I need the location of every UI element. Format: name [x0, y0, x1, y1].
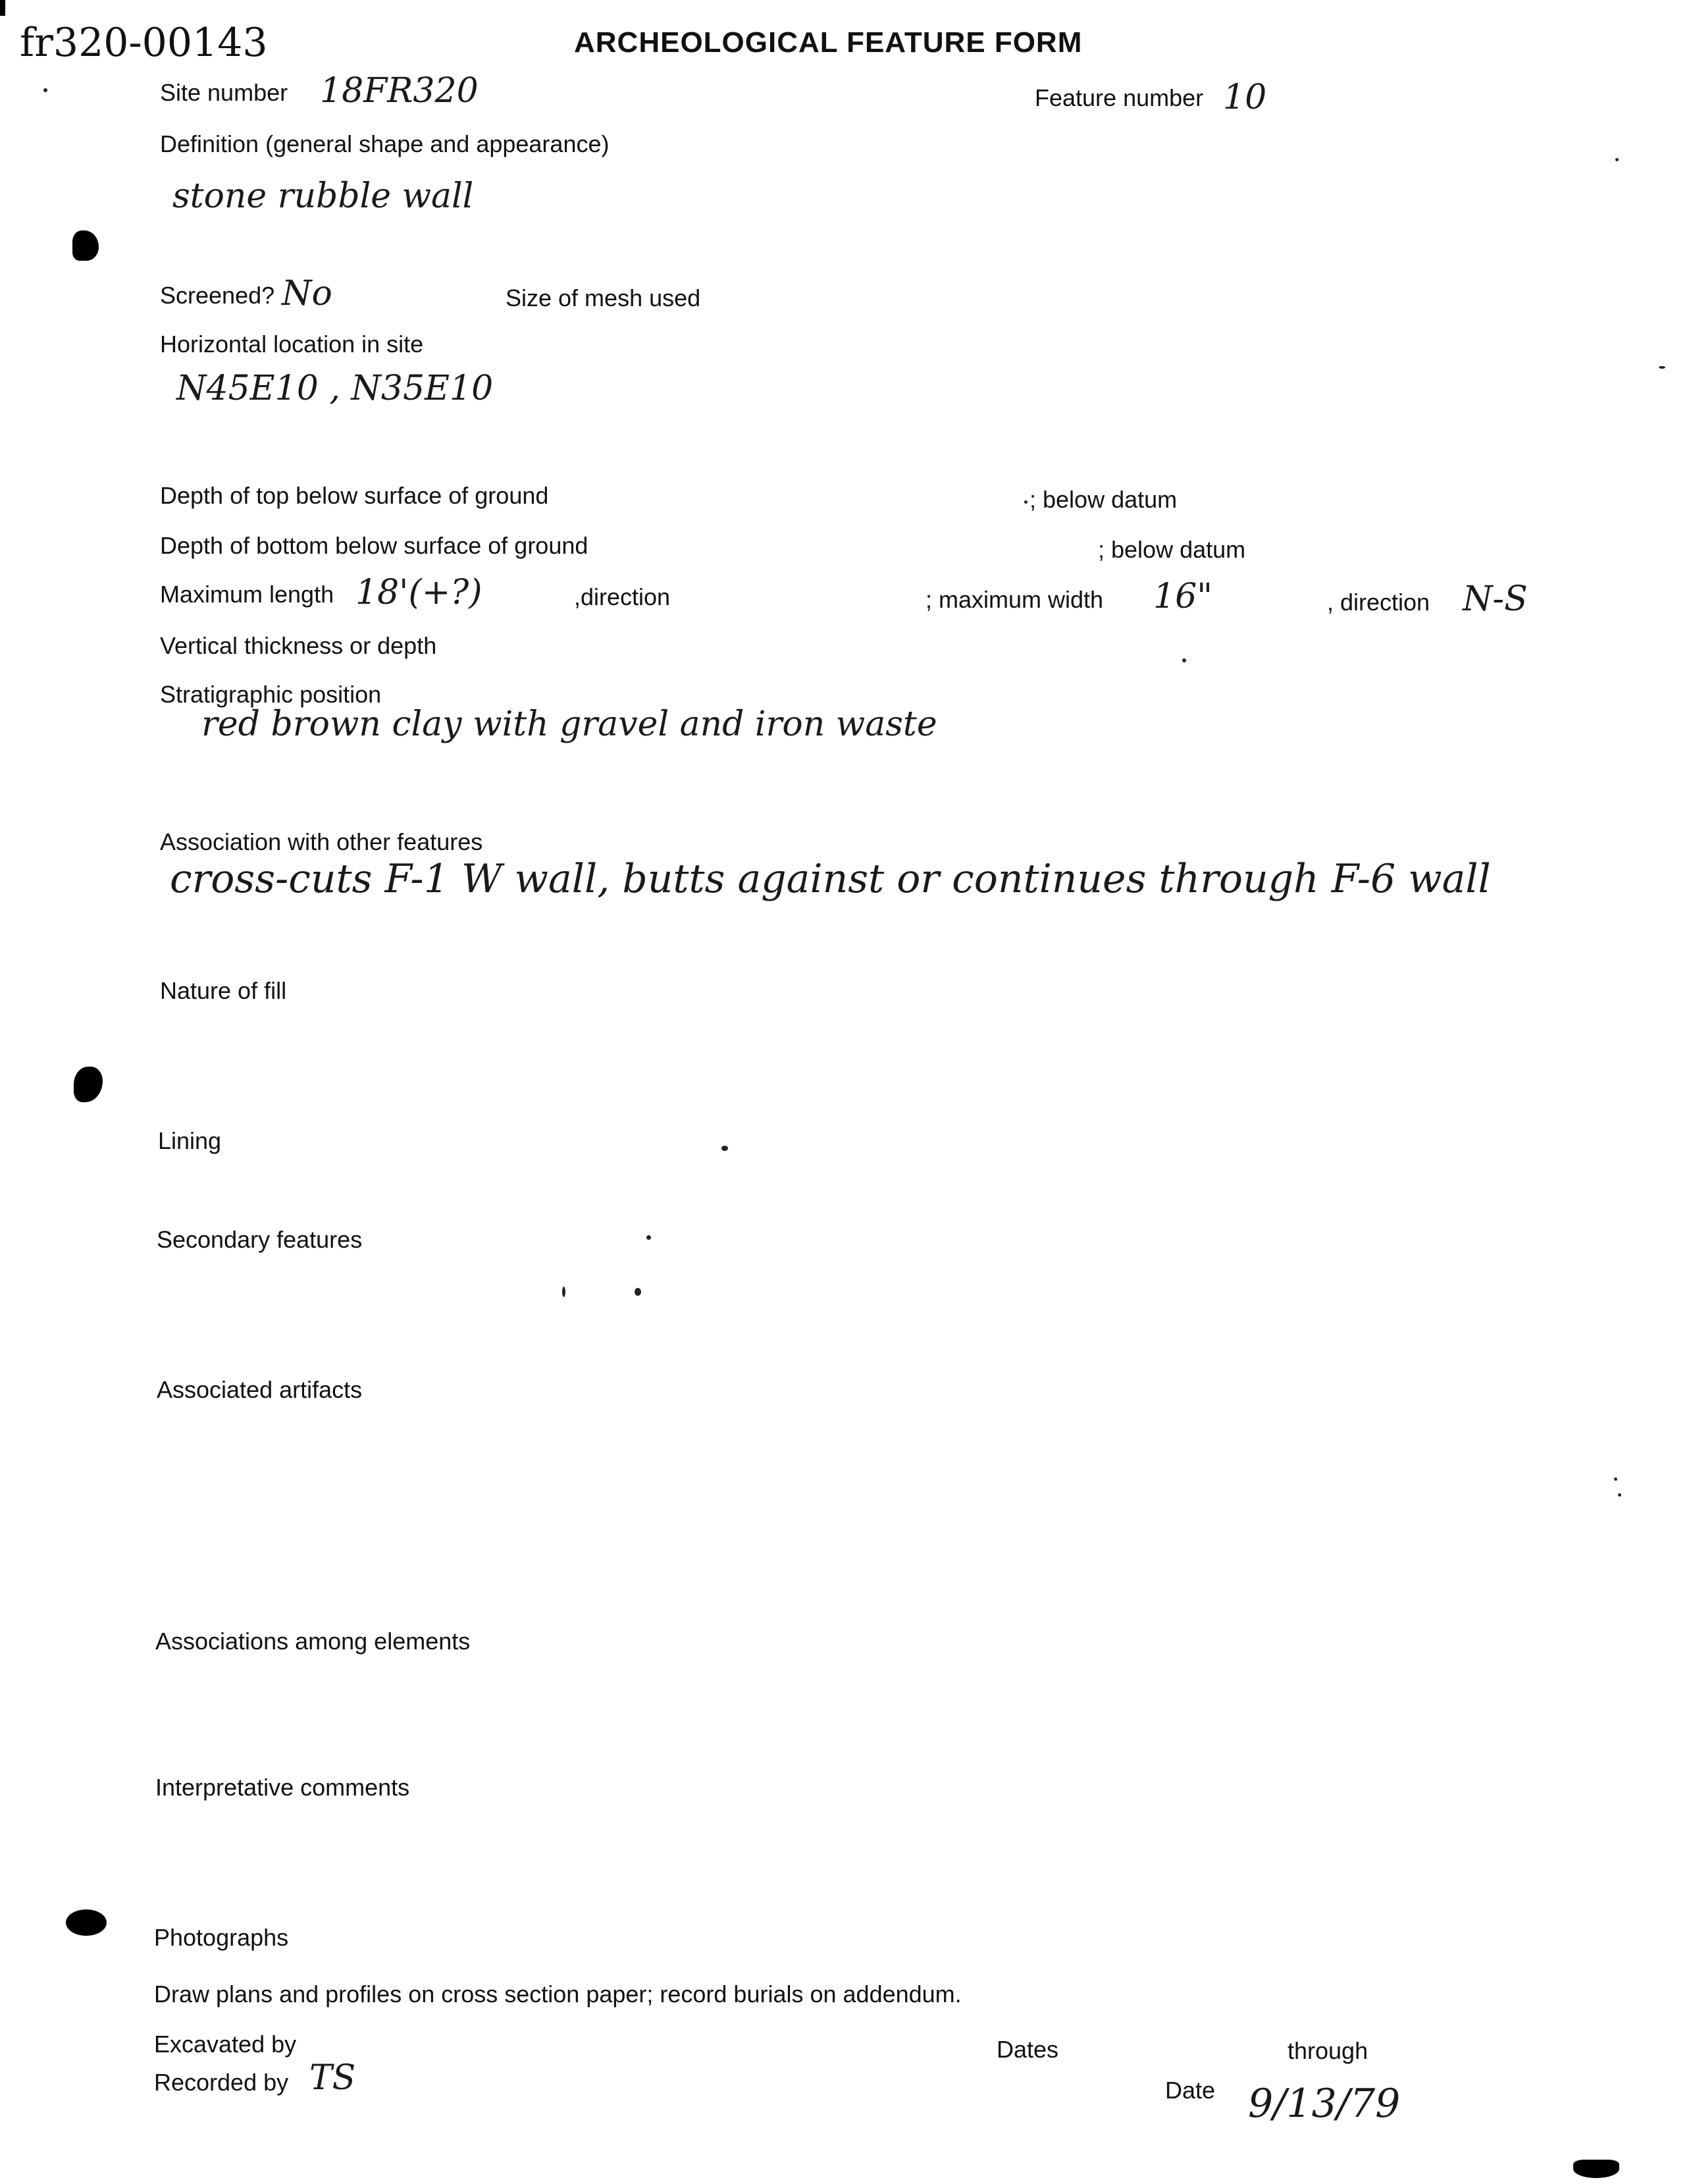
excavated-by-label: Excavated by [154, 2031, 297, 2058]
depth-bottom-datum-label: ; below datum [1098, 536, 1246, 563]
definition-value: stone rubble wall [172, 176, 474, 216]
site-number-label: Site number [160, 79, 288, 106]
scan-speck [562, 1287, 565, 1297]
horizontal-location-value: N45E10 , N35E10 [176, 369, 494, 408]
max-length-label: Maximum length [160, 581, 334, 608]
feature-number-label: Feature number [1035, 84, 1204, 111]
screened-label: Screened? [160, 282, 275, 309]
depth-bottom-label: Depth of bottom below surface of ground [160, 532, 588, 559]
recorded-by-value: TS [309, 2058, 356, 2098]
scan-speck [43, 88, 47, 92]
site-number-value: 18FR320 [320, 71, 479, 111]
instructions-text: Draw plans and profiles on cross section paper; record burials on addendum. [154, 1981, 962, 2008]
dates-label: Dates [997, 2036, 1059, 2063]
max-length-value: 18'(+?) [355, 573, 482, 612]
scan-speck [1182, 658, 1186, 662]
fill-label: Nature of fill [160, 977, 287, 1004]
max-width-direction-label: , direction [1327, 589, 1430, 616]
interpretative-comments-label: Interpretative comments [155, 1774, 410, 1801]
scan-blot [74, 1067, 103, 1102]
max-width-value: 16" [1153, 577, 1213, 616]
scan-edge-mark [0, 0, 5, 16]
recorded-by-label: Recorded by [154, 2069, 289, 2096]
stratigraphic-value: red brown clay with gravel and iron waste [201, 705, 937, 744]
max-width-label: ; maximum width [925, 586, 1104, 613]
scan-blot [66, 1909, 107, 1936]
scan-speck [1024, 500, 1028, 504]
feature-number-value: 10 [1223, 78, 1267, 117]
max-length-direction-label: ,direction [574, 583, 671, 610]
definition-label: Definition (general shape and appearance) [160, 130, 610, 157]
associations-elements-label: Associations among elements [155, 1628, 471, 1655]
date-value: 9/13/79 [1248, 2081, 1401, 2127]
depth-top-label: Depth of top below surface of ground [160, 482, 549, 509]
screened-value: No [282, 274, 332, 313]
scan-speck [646, 1235, 651, 1240]
scan-speck [1618, 1493, 1621, 1497]
form-title: ARCHEOLOGICAL FEATURE FORM [574, 26, 1083, 59]
max-width-direction-value: N-S [1463, 579, 1528, 619]
document-id-handwritten: fr320-00143 [20, 20, 268, 66]
vertical-thickness-label: Vertical thickness or depth [160, 632, 437, 659]
secondary-features-label: Secondary features [157, 1226, 363, 1253]
horizontal-location-label: Horizontal location in site [160, 331, 424, 358]
photographs-label: Photographs [154, 1924, 289, 1951]
scan-speck [721, 1146, 728, 1151]
depth-top-datum-label: ; below datum [1029, 486, 1178, 513]
association-value: cross-cuts F-1 W wall, butts against or continues through F-6 wall [170, 856, 1491, 902]
lining-label: Lining [158, 1127, 222, 1154]
scan-blot [1573, 2160, 1619, 2178]
scan-speck [1659, 366, 1665, 369]
stratigraphic-label: Stratigraphic position [160, 681, 382, 708]
scan-blot [72, 230, 99, 261]
scan-speck [1615, 158, 1619, 161]
association-label: Association with other features [160, 828, 483, 855]
associated-artifacts-label: Associated artifacts [157, 1376, 363, 1403]
date-label: Date [1165, 2077, 1216, 2104]
scan-speck [1614, 1478, 1617, 1481]
mesh-size-label: Size of mesh used [506, 284, 701, 311]
dates-through-label: through [1288, 2037, 1368, 2064]
scan-speck [635, 1288, 641, 1296]
